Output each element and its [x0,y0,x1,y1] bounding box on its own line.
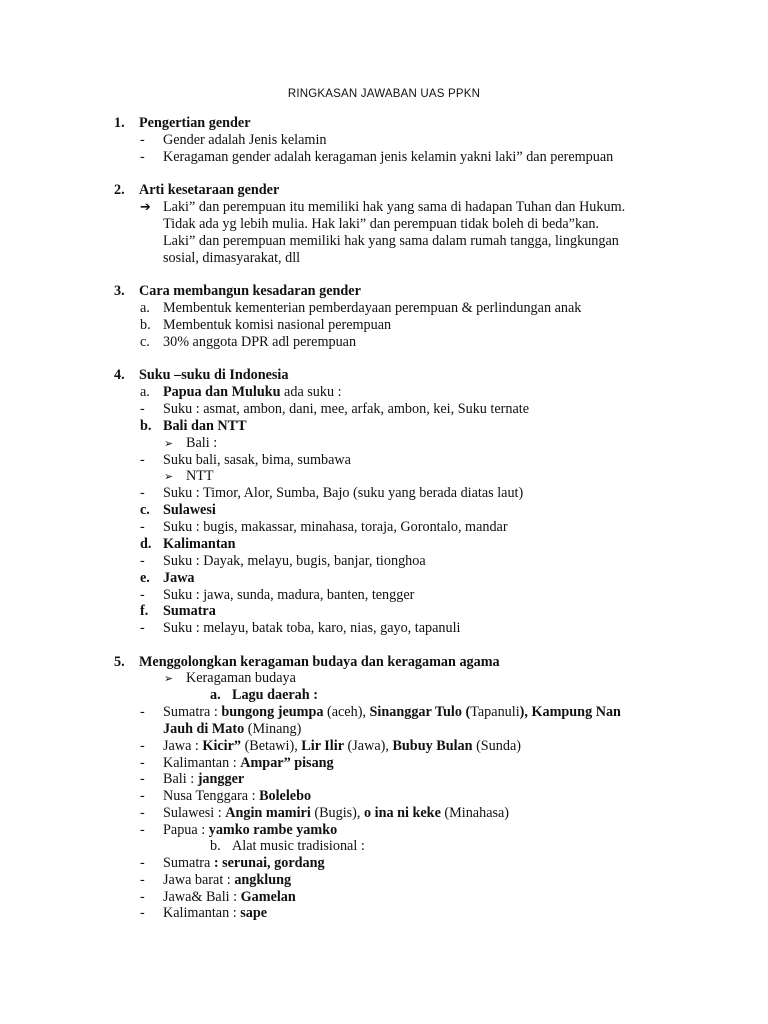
item-text: Bali : jangger [163,771,245,787]
letter-marker: a. [210,687,221,703]
letter-marker: b. [210,838,221,854]
dash-marker: - [140,788,145,804]
item-text: Keragaman gender adalah keragaman jenis kelamin yakni laki” dan perempuan [163,149,614,165]
item-text: Membentuk kementerian pemberdayaan perempuan & perlindungan anak [163,300,582,316]
item-text: Papua : yamko rambe yamko [163,822,338,838]
section-number: 3. [114,283,125,299]
dash-marker: - [140,452,145,468]
paragraph-text: Tidak ada yg lebih mulia. Hak laki” dan perempuan tidak boleh di beda”kan. [163,216,600,232]
region-suffix: ada suku : [280,384,342,400]
item-text: Suku : jawa, sunda, madura, banten, tengger [163,587,415,603]
letter-marker: b. [140,418,152,434]
arrowhead-bullet-icon: ➢ [164,437,174,450]
item-text: Kalimantan : sape [163,905,268,921]
item-text: Suku : melayu, batak toba, karo, nias, gayo, tapanuli [163,620,461,636]
dash-marker: - [140,755,145,771]
section-title: Pengertian gender [139,115,251,131]
item-text: Sumatra : serunai, gordang [163,855,325,871]
subheading-text: Lagu daerah : [232,687,318,703]
item-text: Jawa : Kicir” (Betawi), Lir Ilir (Jawa), Bubuy Bulan (Sunda) [163,738,521,754]
sub-bullet-text: Keragaman budaya [186,670,296,686]
dash-marker: - [140,587,145,603]
region-name: Jawa [163,570,195,586]
dash-marker: - [140,149,145,165]
dash-marker: - [140,519,145,535]
dash-marker: - [140,855,145,871]
section-number: 4. [114,367,125,383]
letter-marker: d. [140,536,152,552]
arrowhead-bullet-icon: ➢ [164,470,174,483]
dash-marker: - [140,485,145,501]
dash-marker: - [140,771,145,787]
item-text: Nusa Tenggara : Bolelebo [163,788,312,804]
item-text: Kalimantan : Ampar” pisang [163,755,334,771]
letter-marker: e. [140,570,150,586]
letter-marker: f. [140,603,149,619]
item-text: Membentuk komisi nasional perempuan [163,317,392,333]
region-name: Bali dan NTT [163,418,247,434]
item-text: 30% anggota DPR adl perempuan [163,334,357,350]
section-title: Menggolongkan keragaman budaya dan keragaman agama [139,654,500,670]
dash-marker: - [140,401,145,417]
sub-bullet-text: NTT [186,468,214,484]
dash-marker: - [140,905,145,921]
letter-marker: b. [140,317,151,333]
item-text: Gender adalah Jenis kelamin [163,132,327,148]
region-name: Papua dan Muluku [163,384,281,400]
item-text: Sumatra : bungong jeumpa (aceh), Sinanggar Tulo (Tapanuli), Kampung Nan [163,704,621,720]
item-text: Suku : asmat, ambon, dani, mee, arfak, ambon, kei, Suku ternate [163,401,530,417]
sub-bullet-text: Bali : [186,435,218,451]
arrowhead-bullet-icon: ➢ [164,672,174,685]
dash-marker: - [140,872,145,888]
region-name: Sumatra [163,603,216,619]
paragraph-text: sosial, dimasyarakat, dll [163,250,301,266]
dash-marker: - [140,132,145,148]
item-text: Suku : bugis, makassar, minahasa, toraja, Gorontalo, mandar [163,519,508,535]
paragraph-text: Laki” dan perempuan itu memiliki hak yang sama di hadapan Tuhan dan Hukum. [163,199,626,215]
dash-marker: - [140,738,145,754]
section-title: Cara membangun kesadaran gender [139,283,361,299]
section-number: 2. [114,182,125,198]
region-name: Kalimantan [163,536,236,552]
region-name: Sulawesi [163,502,216,518]
item-text: Suku bali, sasak, bima, sumbawa [163,452,351,468]
dash-marker: - [140,553,145,569]
section-title: Arti kesetaraan gender [139,182,280,198]
item-text: Jawa barat : angklung [163,872,292,888]
arrow-right-icon: ➔ [140,200,151,215]
item-text: Suku : Dayak, melayu, bugis, banjar, tionghoa [163,553,426,569]
dash-marker: - [140,822,145,838]
item-text: Suku : Timor, Alor, Sumba, Bajo (suku yang berada diatas laut) [163,485,524,501]
section-title: Suku –suku di Indonesia [139,367,289,383]
dash-marker: - [140,889,145,905]
document-title: RINGKASAN JAWABAN UAS PPKN [287,88,481,100]
dash-marker: - [140,704,145,720]
letter-marker: a. [140,384,150,400]
letter-marker: c. [140,334,150,350]
dash-marker: - [140,620,145,636]
paragraph-text: Laki” dan perempuan memiliki hak yang sama dalam rumah tangga, lingkungan [163,233,619,249]
item-text: Sulawesi : Angin mamiri (Bugis), o ina ni keke (Minahasa) [163,805,510,821]
letter-marker: a. [140,300,150,316]
item-text: Jauh di Mato (Minang) [163,721,302,737]
dash-marker: - [140,805,145,821]
letter-marker: c. [140,502,150,518]
section-number: 5. [114,654,125,670]
subheading-text: Alat music tradisional : [232,838,365,854]
item-text: Jawa& Bali : Gamelan [163,889,296,905]
section-number: 1. [114,115,125,131]
